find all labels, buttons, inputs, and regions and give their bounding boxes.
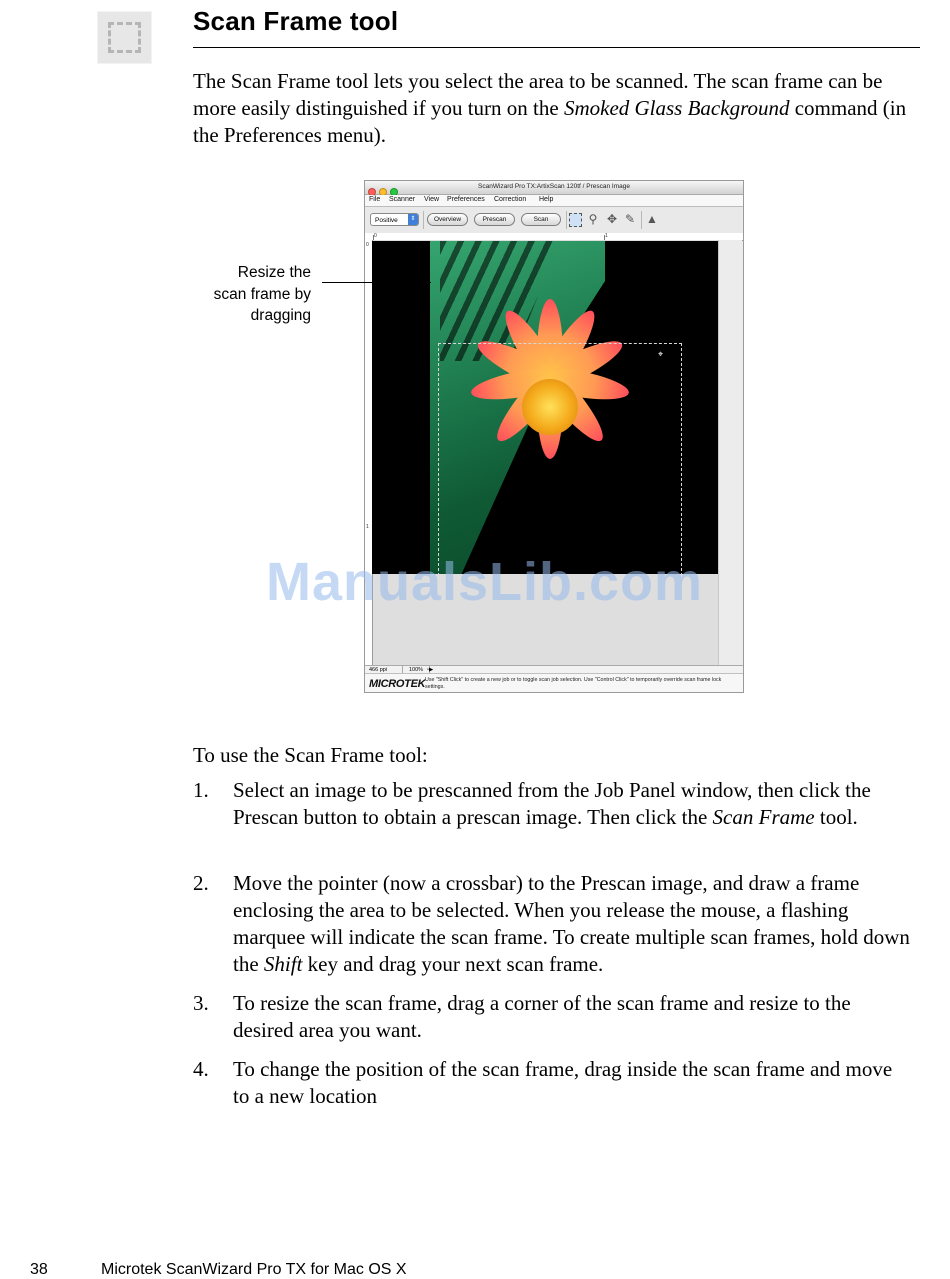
zoom-readout: 100% xyxy=(402,666,430,674)
callout-line-2: scan frame by xyxy=(213,285,311,303)
menu-view[interactable]: View xyxy=(424,196,440,203)
select-arrows-icon: ⇕ xyxy=(408,214,418,225)
window-title: ScanWizard Pro TX:ArtixScan 120tf / Prescan Image xyxy=(478,183,630,190)
overview-button[interactable]: Overview xyxy=(427,213,468,226)
scan-frame-icon[interactable] xyxy=(569,213,582,227)
step-text: To resize the scan frame, drag a corner of the scan frame and resize to the desired area you want. xyxy=(233,991,851,1042)
intro-text-b: command (in the Preferences menu). xyxy=(193,96,907,147)
step-text xyxy=(233,777,913,831)
scan-frame-marquee[interactable] xyxy=(438,343,682,574)
vertical-scrollbar[interactable] xyxy=(718,240,742,665)
intro-emphasis: Smoked Glass Background xyxy=(563,96,790,120)
scan-button[interactable]: Scan xyxy=(521,213,561,226)
eyedropper-icon[interactable]: ✎ xyxy=(624,212,636,226)
step-text-a: Select an image to be prescanned from the Job Panel window, then click the Prescan button to obtain a prescan image. Then click the xyxy=(233,778,871,829)
step-text xyxy=(233,870,913,978)
mode-select[interactable] xyxy=(370,213,419,226)
magnifier-icon[interactable]: ⚲ xyxy=(588,212,598,226)
ruler-left-label: 1 xyxy=(366,524,369,530)
mode-select-value: Positive xyxy=(375,217,398,224)
scan-frame-tool-icon xyxy=(97,11,152,64)
callout-label xyxy=(180,262,311,327)
step-emphasis: Scan Frame xyxy=(712,805,815,829)
intro-text-a: The Scan Frame tool lets you select the area to be scanned. The scan frame can be more easily distinguished if you turn on the xyxy=(193,69,883,120)
page-number: 38 xyxy=(30,1261,48,1278)
step-number: 2. xyxy=(193,871,209,895)
section-title: Scan Frame tool xyxy=(193,6,399,36)
callout-line-1: Resize the xyxy=(237,264,311,281)
scanwizard-screenshot xyxy=(364,180,744,693)
ruler-top-label: 0 xyxy=(374,233,377,239)
hand-move-icon[interactable]: ✥ xyxy=(606,212,618,226)
toolbar-separator xyxy=(423,211,424,229)
prescan-image[interactable] xyxy=(372,241,718,574)
ruler-top-label: 1 xyxy=(605,233,608,239)
menu-correction[interactable]: Correction xyxy=(494,196,527,203)
step-text-b: tool. xyxy=(814,805,858,829)
triangle-tool-icon[interactable]: ▲ xyxy=(646,212,658,226)
menu-file[interactable]: File xyxy=(369,196,381,203)
microtek-logo: MICROTEK xyxy=(369,678,426,690)
menu-bar xyxy=(365,195,743,207)
step-emphasis: Shift xyxy=(263,952,303,976)
steps-intro: To use the Scan Frame tool: xyxy=(193,743,428,767)
toolbar-separator xyxy=(566,211,567,229)
prescan-button[interactable]: Prescan xyxy=(474,213,515,226)
info-bar xyxy=(365,673,743,693)
watermark: ManualsLib.com xyxy=(266,552,704,612)
step-number: 3. xyxy=(193,991,209,1015)
dashed-frame-glyph xyxy=(108,22,141,53)
toolbar xyxy=(365,207,743,234)
step-text-a: Move the pointer (now a crossbar) to the Prescan image, and draw a frame enclosing the area to be selected. When you release the mouse, a flashing marquee will indicate the scan frame. To create multiple scan frames, hold down the xyxy=(233,871,910,976)
callout-leader-line xyxy=(322,282,431,283)
menu-preferences[interactable]: Preferences xyxy=(447,196,485,203)
document-title: Microtek ScanWizard Pro TX for Mac OS X xyxy=(101,1261,407,1278)
menu-scanner[interactable]: Scanner xyxy=(389,196,416,203)
window-titlebar xyxy=(365,181,743,195)
intro-paragraph xyxy=(193,68,918,149)
step-text-b: key and drag your next scan frame. xyxy=(302,952,604,976)
crosshair-cursor-icon: ⌖ xyxy=(658,349,664,359)
title-rule xyxy=(193,47,920,48)
step-number: 1. xyxy=(193,778,209,802)
toolbar-separator xyxy=(641,211,642,229)
hint-text: Use "Shift Click" to create a new job or to toggle scan job selection. Use "Control Click" to temporarily override scan frame lock settings. xyxy=(425,677,722,690)
ruler-left-label: 0 xyxy=(366,242,369,248)
callout-line-3: dragging xyxy=(250,307,311,324)
step-number: 4. xyxy=(193,1057,209,1081)
zoom-stepper-icon[interactable]: ▫▶ xyxy=(427,667,434,673)
step-text: To change the position of the scan frame, drag inside the scan frame and move to a new location xyxy=(233,1057,893,1108)
menu-help[interactable]: Help xyxy=(539,196,554,203)
resolution-readout: 466 ppi xyxy=(369,667,388,673)
